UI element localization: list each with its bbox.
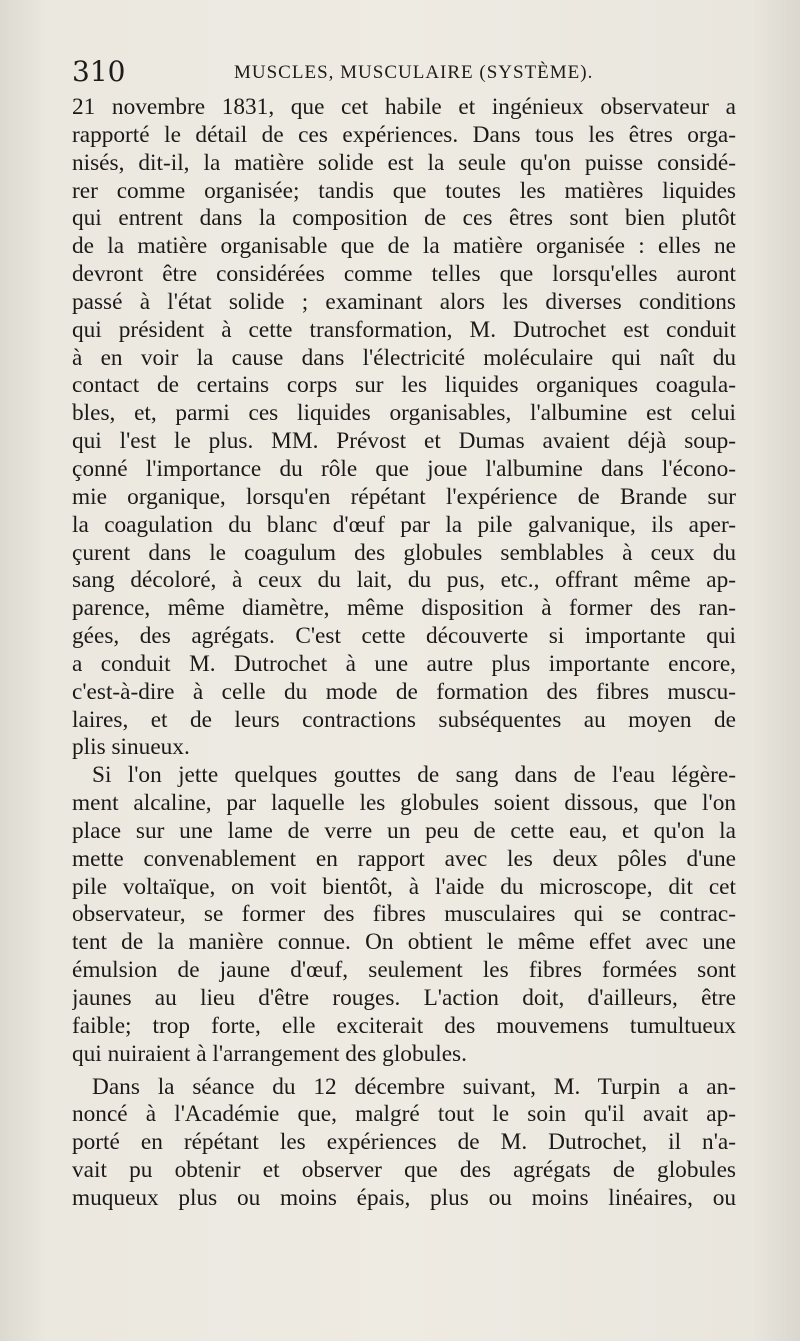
text-line: parence, même diamètre, même disposition à former des ran-: [72, 595, 736, 622]
paragraph: [72, 1074, 736, 1213]
text-line: à en voir la cause dans l'électricité moléculaire qui naît du: [72, 344, 736, 371]
page-number: 310: [72, 55, 126, 88]
text-line: sang décoloré, à ceux du lait, du pus, etc., offrant même ap-: [72, 567, 736, 594]
text-line: de la matière organisable que de la matière organisée : elles ne: [72, 233, 736, 260]
text-line: qui président à cette transformation, M. Dutrochet est conduit: [72, 316, 736, 343]
text-line: jaunes au lieu d'être rouges. L'action doit, d'ailleurs, être: [72, 985, 736, 1011]
text-line: a conduit M. Dutrochet à une autre plus importante encore,: [72, 650, 736, 677]
text-line: rer comme organisée; tandis que toutes les matières liquides: [72, 177, 736, 204]
text-line: qui l'est le plus. MM. Prévost et Dumas avaient déjà soup-: [72, 428, 736, 455]
text-line: tent de la manière connue. On obtient le même effet avec une: [72, 929, 736, 956]
text-line: laires, et de leurs contractions subséquentes au moyen de: [72, 706, 736, 733]
text-line: passé à l'état solide ; examinant alors les diverses conditions: [72, 288, 736, 315]
text-line: 21 novembre 1831, que cet habile et ingénieux observateur a: [72, 94, 736, 120]
text-line: nisés, dit-il, la matière solide est la seule qu'on puisse considé-: [72, 149, 736, 176]
text-line: noncé à l'Académie que, malgré tout le soin qu'il avait ap-: [72, 1101, 736, 1128]
text-line: rapporté le détail de ces expériences. Dans tous les êtres orga-: [72, 121, 736, 148]
text-line: Si l'on jette quelques gouttes de sang dans de l'eau légère-: [92, 762, 736, 789]
text-line: qui nuiraient à l'arrangement des globules.: [72, 1040, 467, 1067]
text-line: place sur une lame de verre un peu de cette eau, et qu'on la: [72, 817, 736, 844]
text-line: devront être considérées comme telles que lorsqu'elles auront: [72, 261, 736, 288]
text-line: çurent dans le coagulum des globules semblables à ceux du: [72, 539, 736, 566]
text-line: faible; trop forte, elle exciterait des mouvemens tumultueux: [72, 1012, 736, 1039]
text-line: contact de certains corps sur les liquides organiques coagula-: [72, 372, 736, 399]
text-line: qui entrent dans la composition de ces êtres sont bien plutôt: [72, 205, 736, 232]
text-line: émulsion de jaune d'œuf, seulement les fibres formées sont: [72, 957, 736, 984]
running-head: MUSCLES, MUSCULAIRE (SYSTÈME).: [234, 62, 594, 83]
text-line: çonné l'importance du rôle que joue l'albumine dans l'écono-: [72, 455, 736, 482]
text-line: Dans la séance du 12 décembre suivant, M. Turpin a an-: [92, 1073, 736, 1100]
text-line: mette convenablement en rapport avec les deux pôles d'une: [72, 845, 736, 872]
text-line: observateur, se former des fibres musculaires qui se contrac-: [72, 901, 736, 928]
paragraph: [72, 94, 736, 762]
text-line: vait pu obtenir et observer que des agrégats de globules: [72, 1157, 736, 1184]
body-text: [72, 94, 736, 1213]
text-line: c'est-à-dire à celle du mode de formation des fibres muscu-: [72, 678, 736, 705]
text-line: porté en répétant les expériences de M. Dutrochet, il n'a-: [72, 1129, 736, 1156]
page-header: [72, 55, 740, 95]
text-line: plis sinueux.: [72, 734, 190, 761]
text-line: pile voltaïque, on voit bientôt, à l'aide du microscope, dit cet: [72, 873, 736, 900]
text-line: ment alcaline, par laquelle les globules soient dissous, que l'on: [72, 790, 736, 817]
paragraph: [72, 762, 736, 1068]
text-line: gées, des agrégats. C'est cette découverte si importante qui: [72, 623, 736, 650]
text-line: la coagulation du blanc d'œuf par la pile galvanique, ils aper-: [72, 511, 736, 538]
text-line: muqueux plus ou moins épais, plus ou moins linéaires, ou: [72, 1184, 736, 1211]
text-line: mie organique, lorsqu'en répétant l'expérience de Brande sur: [72, 483, 736, 510]
text-line: bles, et, parmi ces liquides organisables, l'albumine est celui: [72, 400, 736, 427]
